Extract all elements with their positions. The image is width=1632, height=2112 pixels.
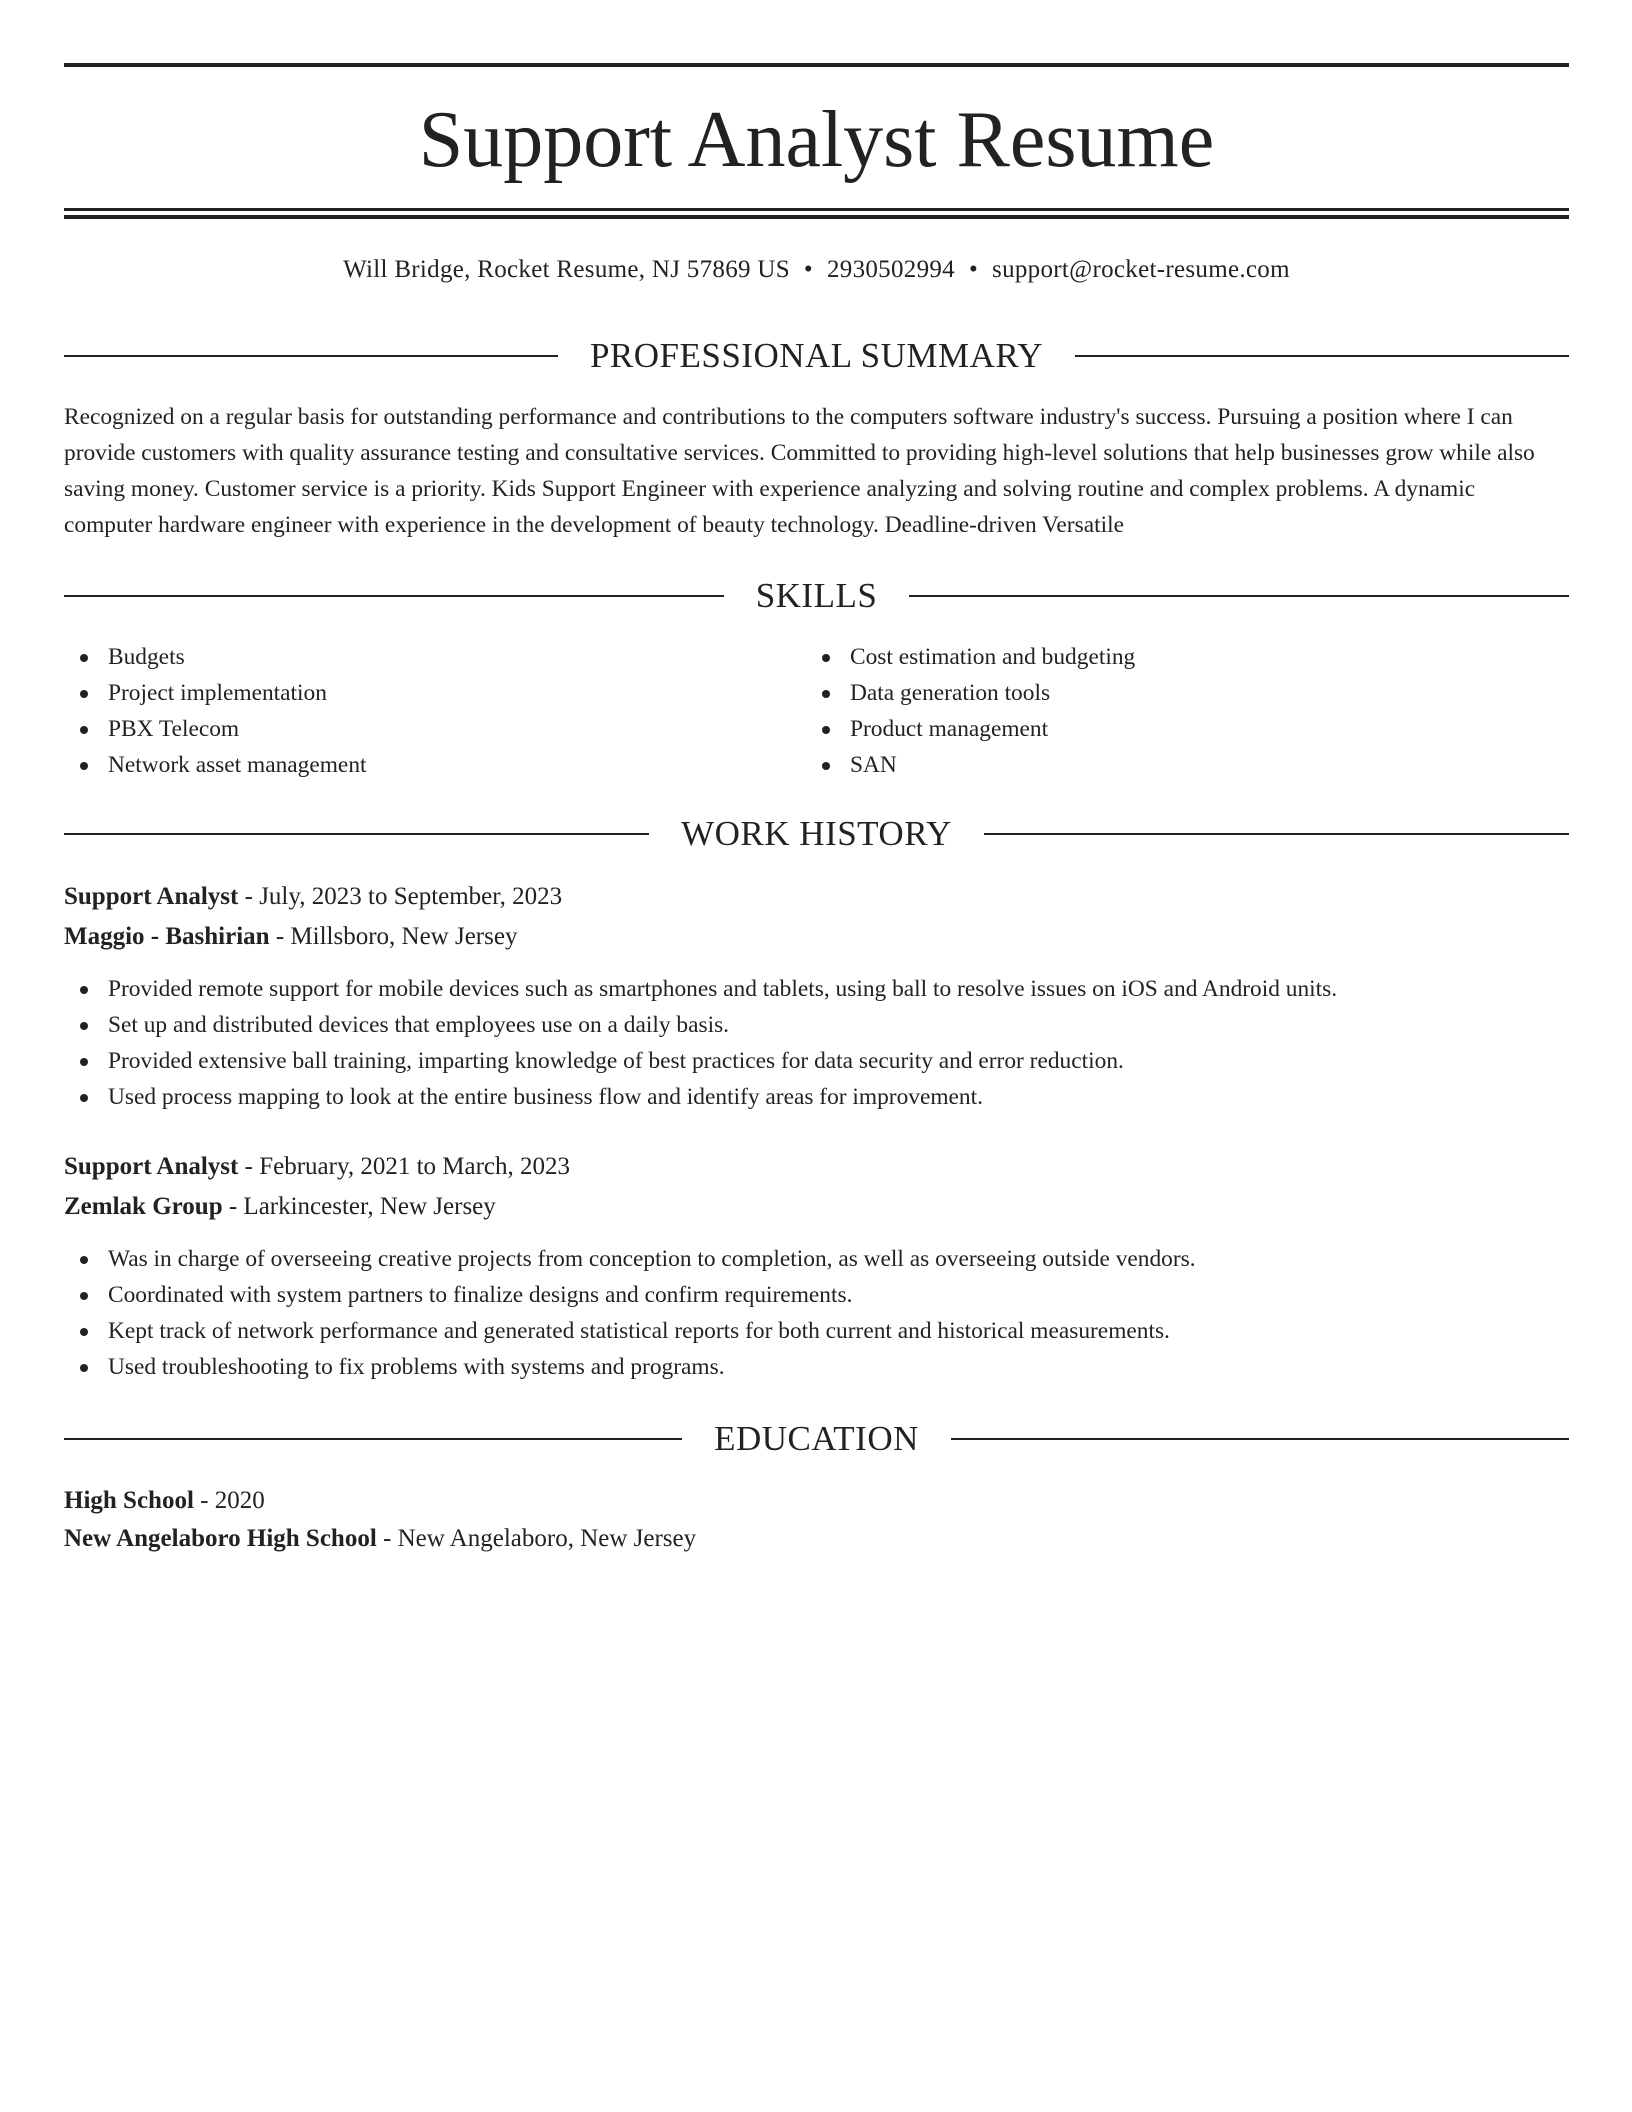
contact-phone: 2930502994 [826,256,955,283]
section-divider [64,595,724,597]
section-title-skills: SKILLS [755,576,878,615]
section-divider [64,833,649,835]
section-divider [64,1438,682,1440]
job-location: - Millsboro, New Jersey [269,923,518,950]
contact-address: Will Bridge, Rocket Resume, NJ 57869 US [343,256,790,283]
job-dates: - February, 2021 to March, 2023 [238,1153,571,1180]
section-divider [1075,355,1569,357]
skill-item: Project implementation [64,675,804,711]
section-header-summary [64,334,1569,378]
job-company: Zemlak Group [64,1193,223,1220]
job-company: Maggio - Bashirian [64,923,270,950]
education-school: New Angelaboro High School [64,1525,377,1552]
skill-item: Network asset management [64,747,804,783]
job-company-line [64,919,1569,955]
contact-line [64,252,1569,288]
section-title-education: EDUCATION [714,1419,919,1458]
title-rule-lower [64,215,1569,219]
section-title-work: WORK HISTORY [681,814,952,853]
job-bullet: Set up and distributed devices that employees use on a daily basis. [64,1007,1569,1043]
section-divider [64,355,558,357]
skill-item: SAN [806,747,1566,783]
section-header-work [64,812,1569,856]
job-dates: - July, 2023 to September, 2023 [238,883,563,910]
job-location: - Larkincester, New Jersey [222,1193,496,1220]
resume-title: Support Analyst Resume [418,96,1215,184]
skill-item: Product management [806,711,1566,747]
job-title: Support Analyst [64,1153,239,1180]
job-bullet: Used troubleshooting to fix problems with systems and programs. [64,1349,1569,1385]
section-header-skills [64,574,1569,618]
skill-item: Budgets [64,639,804,675]
section-title-summary: PROFESSIONAL SUMMARY [589,336,1044,375]
section-divider [951,1438,1569,1440]
job-company-line [64,1189,1569,1225]
skill-item: Data generation tools [806,675,1566,711]
summary-text: Recognized on a regular basis for outstanding performance and contributions to the computers software industry's success. Pursuing a position where I can provide customers with quality assurance testing and consultative services. Committed to providing high-level solutions that help businesses grow while also saving money. Customer service is a priority. Kids Support Engineer with experience analyzing and solving routine and complex problems. A dynamic computer hardware engineer with experience in the development of beauty technology. Deadline-driven Versatile [64,404,1535,538]
job-bullet: Coordinated with system partners to finalize designs and confirm requirements. [64,1277,1569,1313]
education-degree: High School [64,1487,194,1514]
section-header-education [64,1417,1569,1461]
job-title-line [64,1149,1569,1185]
job-bullet: Kept track of network performance and generated statistical reports for both current and historical measurements. [64,1313,1569,1349]
title-rule-upper [64,208,1569,211]
education-year: - 2020 [193,1487,265,1514]
job-title-line [64,879,1569,915]
section-divider [984,833,1569,835]
job-bullets [64,1241,1569,1385]
contact-email: support@rocket-resume.com [992,256,1290,283]
job-bullet: Used process mapping to look at the entire business flow and identify areas for improvement. [64,1079,1569,1115]
skill-item: Cost estimation and budgeting [806,639,1566,675]
skills-list-left [64,639,804,783]
education-school-line [64,1521,1569,1557]
skills-list-right [806,639,1566,783]
job-bullets [64,971,1569,1115]
top-rule [64,63,1569,67]
skill-item: PBX Telecom [64,711,804,747]
contact-separator: • [968,256,979,283]
job-bullet: Was in charge of overseeing creative projects from conception to completion, as well as overseeing outside vendors. [64,1241,1569,1277]
education-location: - New Angelaboro, New Jersey [376,1525,697,1552]
job-bullet: Provided remote support for mobile devices such as smartphones and tablets, using ball to resolve issues on iOS and Android units. [64,971,1569,1007]
section-divider [909,595,1569,597]
job-bullet: Provided extensive ball training, imparting knowledge of best practices for data security and error reduction. [64,1043,1569,1079]
job-title: Support Analyst [64,883,239,910]
education-degree-line [64,1483,1569,1519]
contact-separator: • [803,256,813,283]
